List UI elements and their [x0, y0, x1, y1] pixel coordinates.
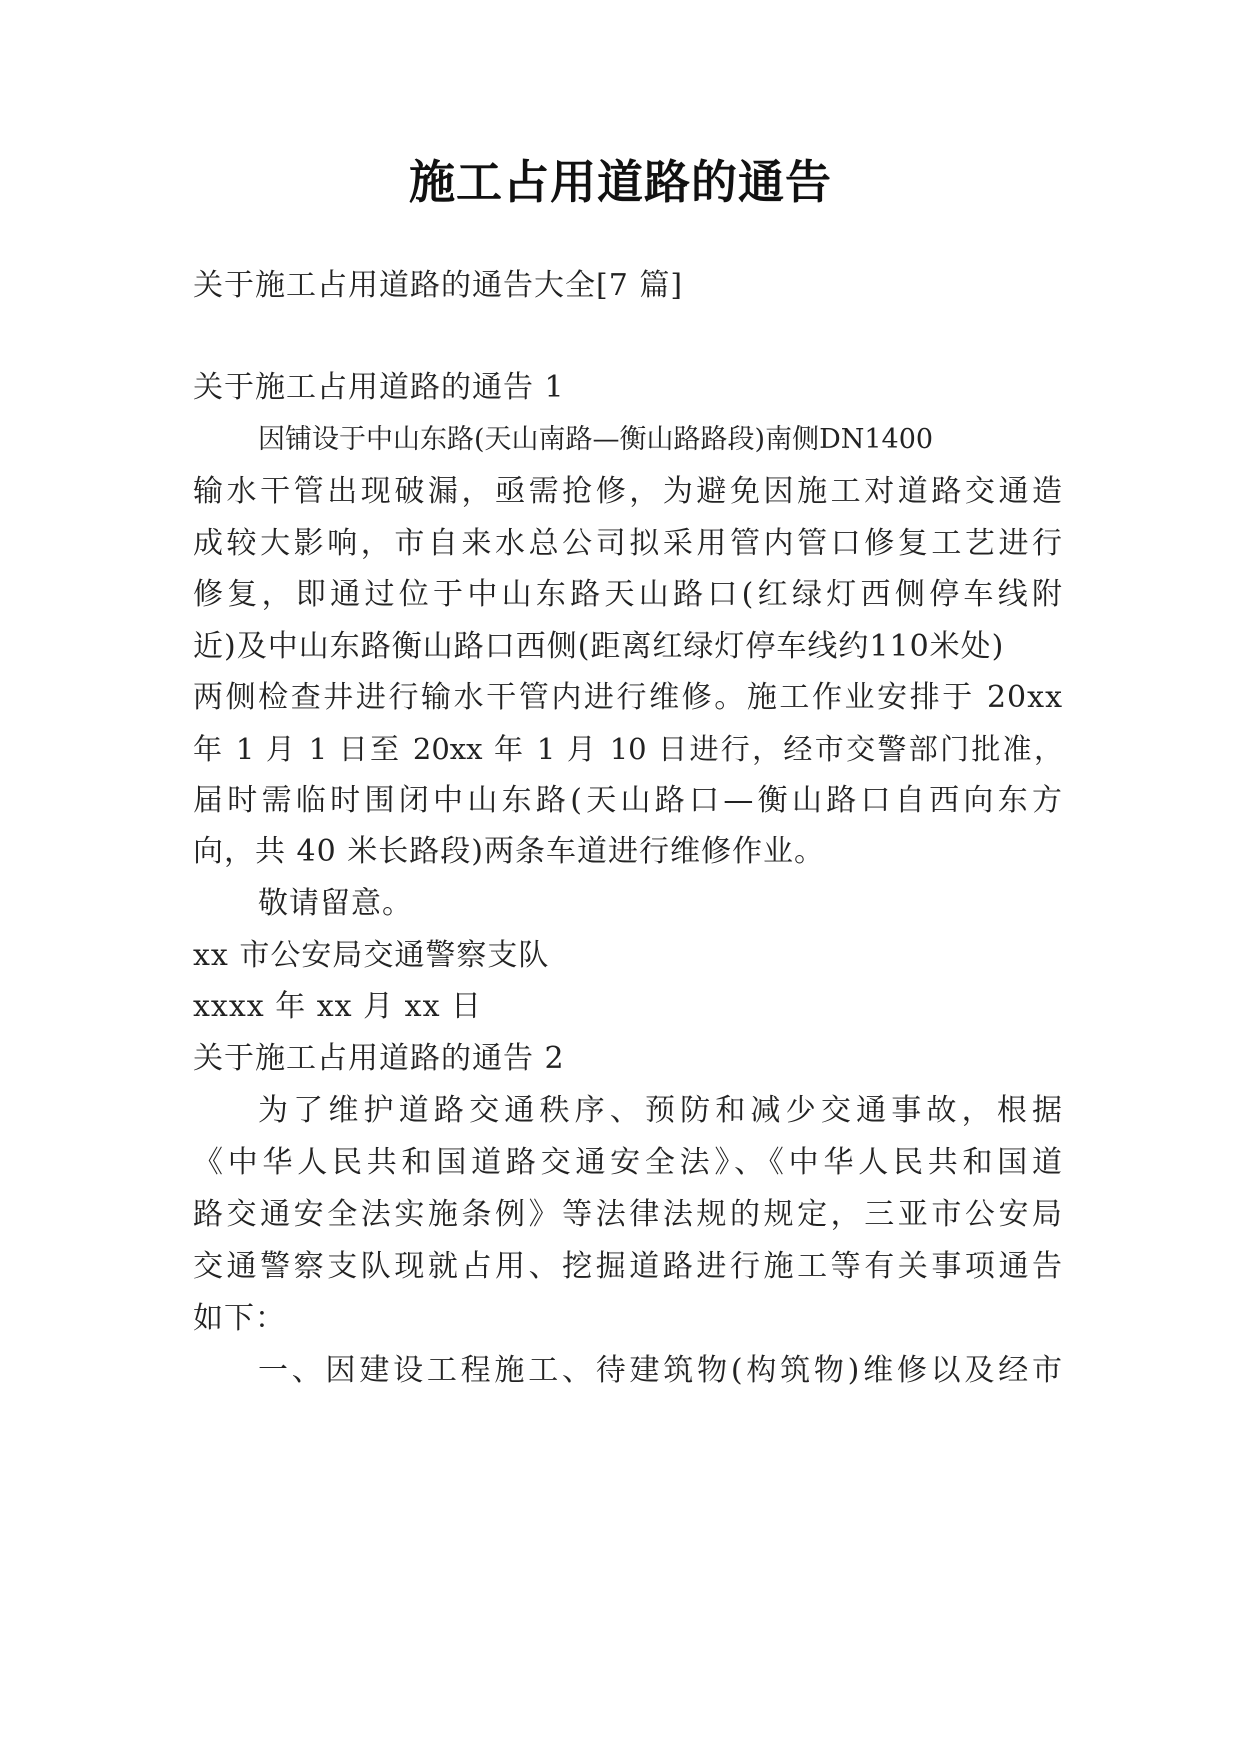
paragraph-line: 成较大影响，市自来水总公司拟采用管内管口修复工艺进行: [193, 526, 1063, 561]
paragraph-line: 两侧检查井进行输水干管内进行维修。施工作业安排于 20xx: [193, 680, 1063, 715]
paragraph-line: 《中华人民共和国道路交通安全法》、《中华人民共和国道: [193, 1145, 1063, 1180]
section-heading-2: 关于施工占用道路的通告 2: [193, 1041, 565, 1076]
issuer-name: xx 市公安局交通警察支队: [193, 938, 550, 973]
paragraph-line: 向，共 40 米长路段)两条车道进行维修作业。: [193, 834, 825, 869]
paragraph-line: 近)及中山东路衡山路口西侧(距离红绿灯停车线约110米处): [193, 629, 1005, 664]
document-title: 施工占用道路的通告: [409, 155, 832, 209]
paragraph-line: 年 1 月 1 日至 20xx 年 1 月 10 日进行，经市交警部门批准，: [193, 732, 1063, 766]
paragraph-line: 如下：: [193, 1301, 286, 1336]
document-subtitle: 关于施工占用道路的通告大全[7 篇]: [193, 268, 684, 303]
paragraph-line: 因铺设于中山东路(天山南路—衡山路路段)南侧DN1400: [258, 424, 934, 455]
paragraph-line: 修复，即通过位于中山东路天山路口(红绿灯西侧停车线附: [193, 577, 1063, 612]
paragraph-line: 交通警察支队现就占用、挖掘道路进行施工等有关事项通告: [193, 1249, 1063, 1284]
paragraph-line: 届时需临时围闭中山东路(天山路口—衡山路口自西向东方: [193, 783, 1063, 818]
issue-date: xxxx 年 xx 月 xx 日: [193, 989, 483, 1024]
closing-remark: 敬请留意。: [258, 886, 413, 921]
paragraph-line: 路交通安全法实施条例》等法律法规的规定，三亚市公安局: [193, 1197, 1063, 1232]
section-heading-1: 关于施工占用道路的通告 1: [193, 370, 565, 405]
paragraph-line: 输水干管出现破漏，亟需抢修，为避免因施工对道路交通造: [193, 474, 1063, 509]
paragraph-line: 一、因建设工程施工、待建筑物(构筑物)维修以及经市: [258, 1353, 1063, 1388]
paragraph-line: 为了维护道路交通秩序、预防和减少交通事故，根据: [258, 1093, 1063, 1128]
